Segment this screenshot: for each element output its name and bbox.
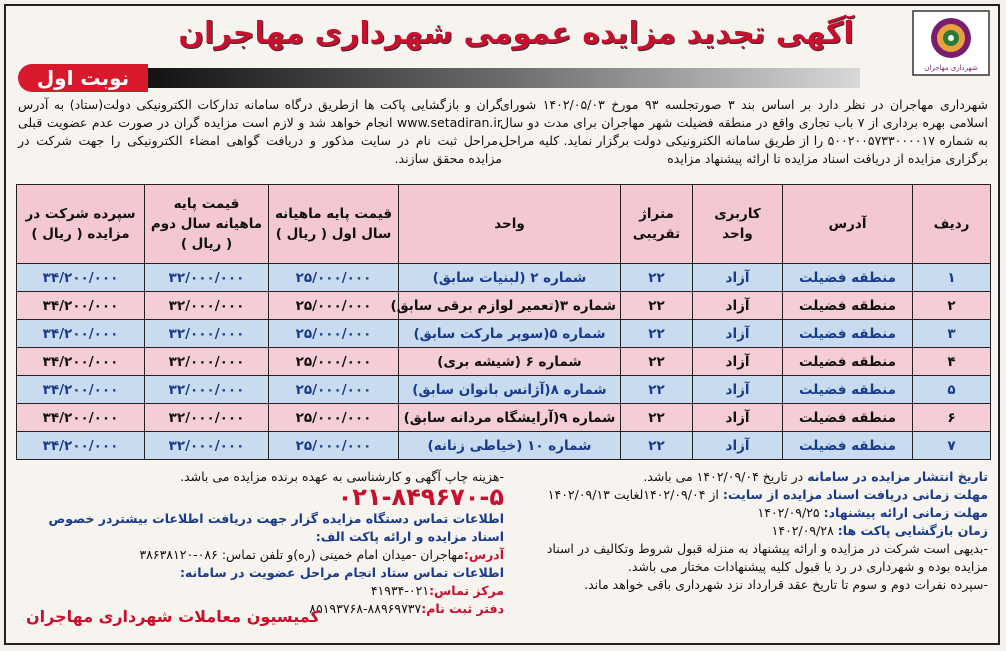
table-body <box>17 264 991 460</box>
ad-cost-note: -هزینه چاپ آگهی و کارشناسی به عهده برنده مزایده می باشد. <box>180 469 504 484</box>
header-area: متراژ تقریبی <box>621 185 693 264</box>
cell-unit: شماره ۳(تعمیر لوازم برقی سابق) <box>399 292 621 320</box>
cell-area: ۲۲ <box>621 348 693 376</box>
cell-row-number: ۱ <box>913 264 991 292</box>
cell-area: ۲۲ <box>621 320 693 348</box>
intro-text-left: گران و بازگشایی پاکت ها ازطریق درگاه سامانه تدارکات الکترونیکی دولت(ستاد) به آدرس www.setadiran.ir انجام خواهد شد و لازم است مزایده گران در صورت عدم عضویت قبلی ،مراحل ثبت نام در سایت مذکور و دریافت گواهی امضاء الکترونیکی را جهت شرکت در مزایده محقق سازند. <box>18 97 502 166</box>
cell-address: منطقه فضیلت <box>783 320 913 348</box>
table-header-row <box>17 185 991 264</box>
table-row <box>17 348 991 376</box>
notice-title: آگهی تجدید مزایده عمومی شهرداری مهاجران <box>178 16 854 51</box>
cell-address: منطقه فضیلت <box>783 348 913 376</box>
cell-address: منطقه فضیلت <box>783 292 913 320</box>
header-address: آدرس <box>783 185 913 264</box>
cell-price-year2: ۳۲/۰۰۰/۰۰۰ <box>145 432 269 460</box>
cell-price-year1: ۲۵/۰۰۰/۰۰۰ <box>269 404 399 432</box>
cell-area: ۲۲ <box>621 376 693 404</box>
docs-deadline-label: مهلت زمانی دریافت اسناد مزایده از سایت: <box>722 487 988 502</box>
cell-deposit: ۳۴/۲۰۰/۰۰۰ <box>17 376 145 404</box>
footer-right <box>518 468 988 594</box>
cell-row-number: ۲ <box>913 292 991 320</box>
cell-address: منطقه فضیلت <box>783 432 913 460</box>
table-row <box>17 376 991 404</box>
cell-price-year1: ۲۵/۰۰۰/۰۰۰ <box>269 320 399 348</box>
table-row <box>17 432 991 460</box>
cell-price-year1: ۲۵/۰۰۰/۰۰۰ <box>269 348 399 376</box>
cell-usage: آزاد <box>693 292 783 320</box>
logo-text: شهرداری مهاجران <box>924 64 978 72</box>
header-price-year1: قیمت پایه ماهیانه سال اول ( ریال ) <box>269 185 399 264</box>
cell-price-year1: ۲۵/۰۰۰/۰۰۰ <box>269 432 399 460</box>
cell-row-number: ۵ <box>913 376 991 404</box>
intro-text-right: شهرداری مهاجران در نظر دارد بر اساس بند ۳ صورتجلسه ۹۳ مورخ ۱۴۰۲/۰۵/۰۳ شورای اسلامی بهره برداری از ۷ باب تجاری واقع در منطقه فضیلت شهر مهاجران برای مدت دو سال به شماره ۵۰۰۲۰۰۵۷۳۳۰۰۰۰۱۷ را از طریق سامانه الکترونیکی دولت برگزار نماید. کلیه مراحل برگزاری مزایده از دریافت اسناد مزایده تا ارائه پیشنهاد مزایده <box>500 97 988 166</box>
address-label: آدرس: <box>463 547 504 562</box>
cell-address: منطقه فضیلت <box>783 264 913 292</box>
commission-signature: کمیسیون معاملات شهرداری مهاجران <box>26 607 320 626</box>
cell-unit: شماره ۶ (شیشه بری) <box>399 348 621 376</box>
deposit-note: -سپرده نفرات دوم و سوم تا تاریخ عقد قرارداد نزد شهرداری باقی خواهد ماند. <box>584 577 988 592</box>
cell-area: ۲۲ <box>621 432 693 460</box>
header-deposit: سپرده شرکت در مزایده ( ریال ) <box>17 185 145 264</box>
cell-price-year2: ۳۲/۰۰۰/۰۰۰ <box>145 404 269 432</box>
cell-deposit: ۳۴/۲۰۰/۰۰۰ <box>17 320 145 348</box>
cell-price-year2: ۳۲/۰۰۰/۰۰۰ <box>145 376 269 404</box>
address-text: مهاجران -میدان امام خمینی (ره)و تلفن تماس: ۰۸۶-۳۸۶۳۸۱۲۰ <box>139 547 464 562</box>
auction-table <box>16 184 991 460</box>
contact-heading: اطلاعات تماس دستگاه مزایده گزار جهت دریافت اطلاعات بیشتردر خصوص اسناد مزایده و ارائه پاکت الف: <box>48 511 504 544</box>
cell-area: ۲۲ <box>621 292 693 320</box>
cell-deposit: ۳۴/۲۰۰/۰۰۰ <box>17 404 145 432</box>
cell-deposit: ۳۴/۲۰۰/۰۰۰ <box>17 264 145 292</box>
cell-price-year2: ۳۲/۰۰۰/۰۰۰ <box>145 348 269 376</box>
cell-usage: آزاد <box>693 264 783 292</box>
cell-row-number: ۷ <box>913 432 991 460</box>
registration-office-number: ۸۸۹۶۹۷۳۷-۸۵۱۹۳۷۶۸ <box>309 601 422 616</box>
table-row <box>17 292 991 320</box>
cell-usage: آزاد <box>693 404 783 432</box>
table-row <box>17 320 991 348</box>
cell-deposit: ۳۴/۲۰۰/۰۰۰ <box>17 348 145 376</box>
header-usage: کاربری واحد <box>693 185 783 264</box>
offer-deadline: ۱۴۰۲/۰۹/۲۵ <box>757 505 820 520</box>
opening-date-label: زمان بازگشایی پاکت ها: <box>837 523 988 538</box>
docs-deadline: از ۱۴۰۲/۰۹/۰۴لغایت ۱۴۰۲/۰۹/۱۳ <box>547 487 719 502</box>
cell-unit: شماره ۵(سوپر مارکت سابق) <box>399 320 621 348</box>
call-center-number: ۰۲۱-۴۱۹۳۴ <box>370 583 430 598</box>
cell-usage: آزاد <box>693 320 783 348</box>
call-center-label: مرکز تماس: <box>429 583 504 598</box>
municipality-logo <box>912 10 990 76</box>
round-badge: نوبت اول <box>18 64 148 92</box>
setad-contact-heading: اطلاعات تماس ستاد انجام مراحل عضویت در سامانه: <box>179 565 504 580</box>
cell-usage: آزاد <box>693 432 783 460</box>
cell-unit: شماره ۲ (لبنیات سابق) <box>399 264 621 292</box>
cell-row-number: ۶ <box>913 404 991 432</box>
cell-unit: شماره ۱۰ (خیاطی زنانه) <box>399 432 621 460</box>
cell-unit: شماره ۸(آژانس بانوان سابق) <box>399 376 621 404</box>
cell-deposit: ۳۴/۲۰۰/۰۰۰ <box>17 432 145 460</box>
cell-area: ۲۲ <box>621 404 693 432</box>
publish-date: در تاریخ ۱۴۰۲/۰۹/۰۴ می باشد. <box>643 469 804 484</box>
cell-deposit: ۳۴/۲۰۰/۰۰۰ <box>17 292 145 320</box>
cell-row-number: ۴ <box>913 348 991 376</box>
footer-left <box>18 468 504 618</box>
cell-price-year2: ۳۲/۰۰۰/۰۰۰ <box>145 264 269 292</box>
cell-unit: شماره ۹(آرایشگاه مردانه سابق) <box>399 404 621 432</box>
cell-row-number: ۳ <box>913 320 991 348</box>
cell-usage: آزاد <box>693 376 783 404</box>
cell-price-year2: ۳۲/۰۰۰/۰۰۰ <box>145 320 269 348</box>
cell-price-year2: ۳۲/۰۰۰/۰۰۰ <box>145 292 269 320</box>
table-row <box>17 264 991 292</box>
cell-price-year1: ۲۵/۰۰۰/۰۰۰ <box>269 292 399 320</box>
phone-number: ۰۲۱-۸۴۹۶۷۰-۵ <box>337 483 504 511</box>
cell-price-year1: ۲۵/۰۰۰/۰۰۰ <box>269 376 399 404</box>
opening-date: ۱۴۰۲/۰۹/۲۸ <box>771 523 834 538</box>
terms-note: -بدیهی است شرکت در مزایده و ارائه پیشنهاد به منزله قبول شروط وتکالیف در اسناد مزایده بوده و شهرداری در رد یا قبول کلیه پیشنهادات مختار می باشد. <box>546 541 988 574</box>
title-bar-decoration <box>140 68 860 88</box>
publish-date-label: تاریخ انتشار مزایده در سامانه <box>807 469 988 484</box>
cell-area: ۲۲ <box>621 264 693 292</box>
header-price-year2: قیمت پایه ماهیانه سال دوم ( ریال ) <box>145 185 269 264</box>
table-row <box>17 404 991 432</box>
cell-address: منطقه فضیلت <box>783 404 913 432</box>
header-unit: واحد <box>399 185 621 264</box>
offer-deadline-label: مهلت زمانی ارائه پیشنهاد: <box>823 505 988 520</box>
cell-address: منطقه فضیلت <box>783 376 913 404</box>
cell-usage: آزاد <box>693 348 783 376</box>
header-row-number: ردیف <box>913 185 991 264</box>
cell-price-year1: ۲۵/۰۰۰/۰۰۰ <box>269 264 399 292</box>
registration-office-label: دفتر ثبت نام: <box>421 601 504 616</box>
